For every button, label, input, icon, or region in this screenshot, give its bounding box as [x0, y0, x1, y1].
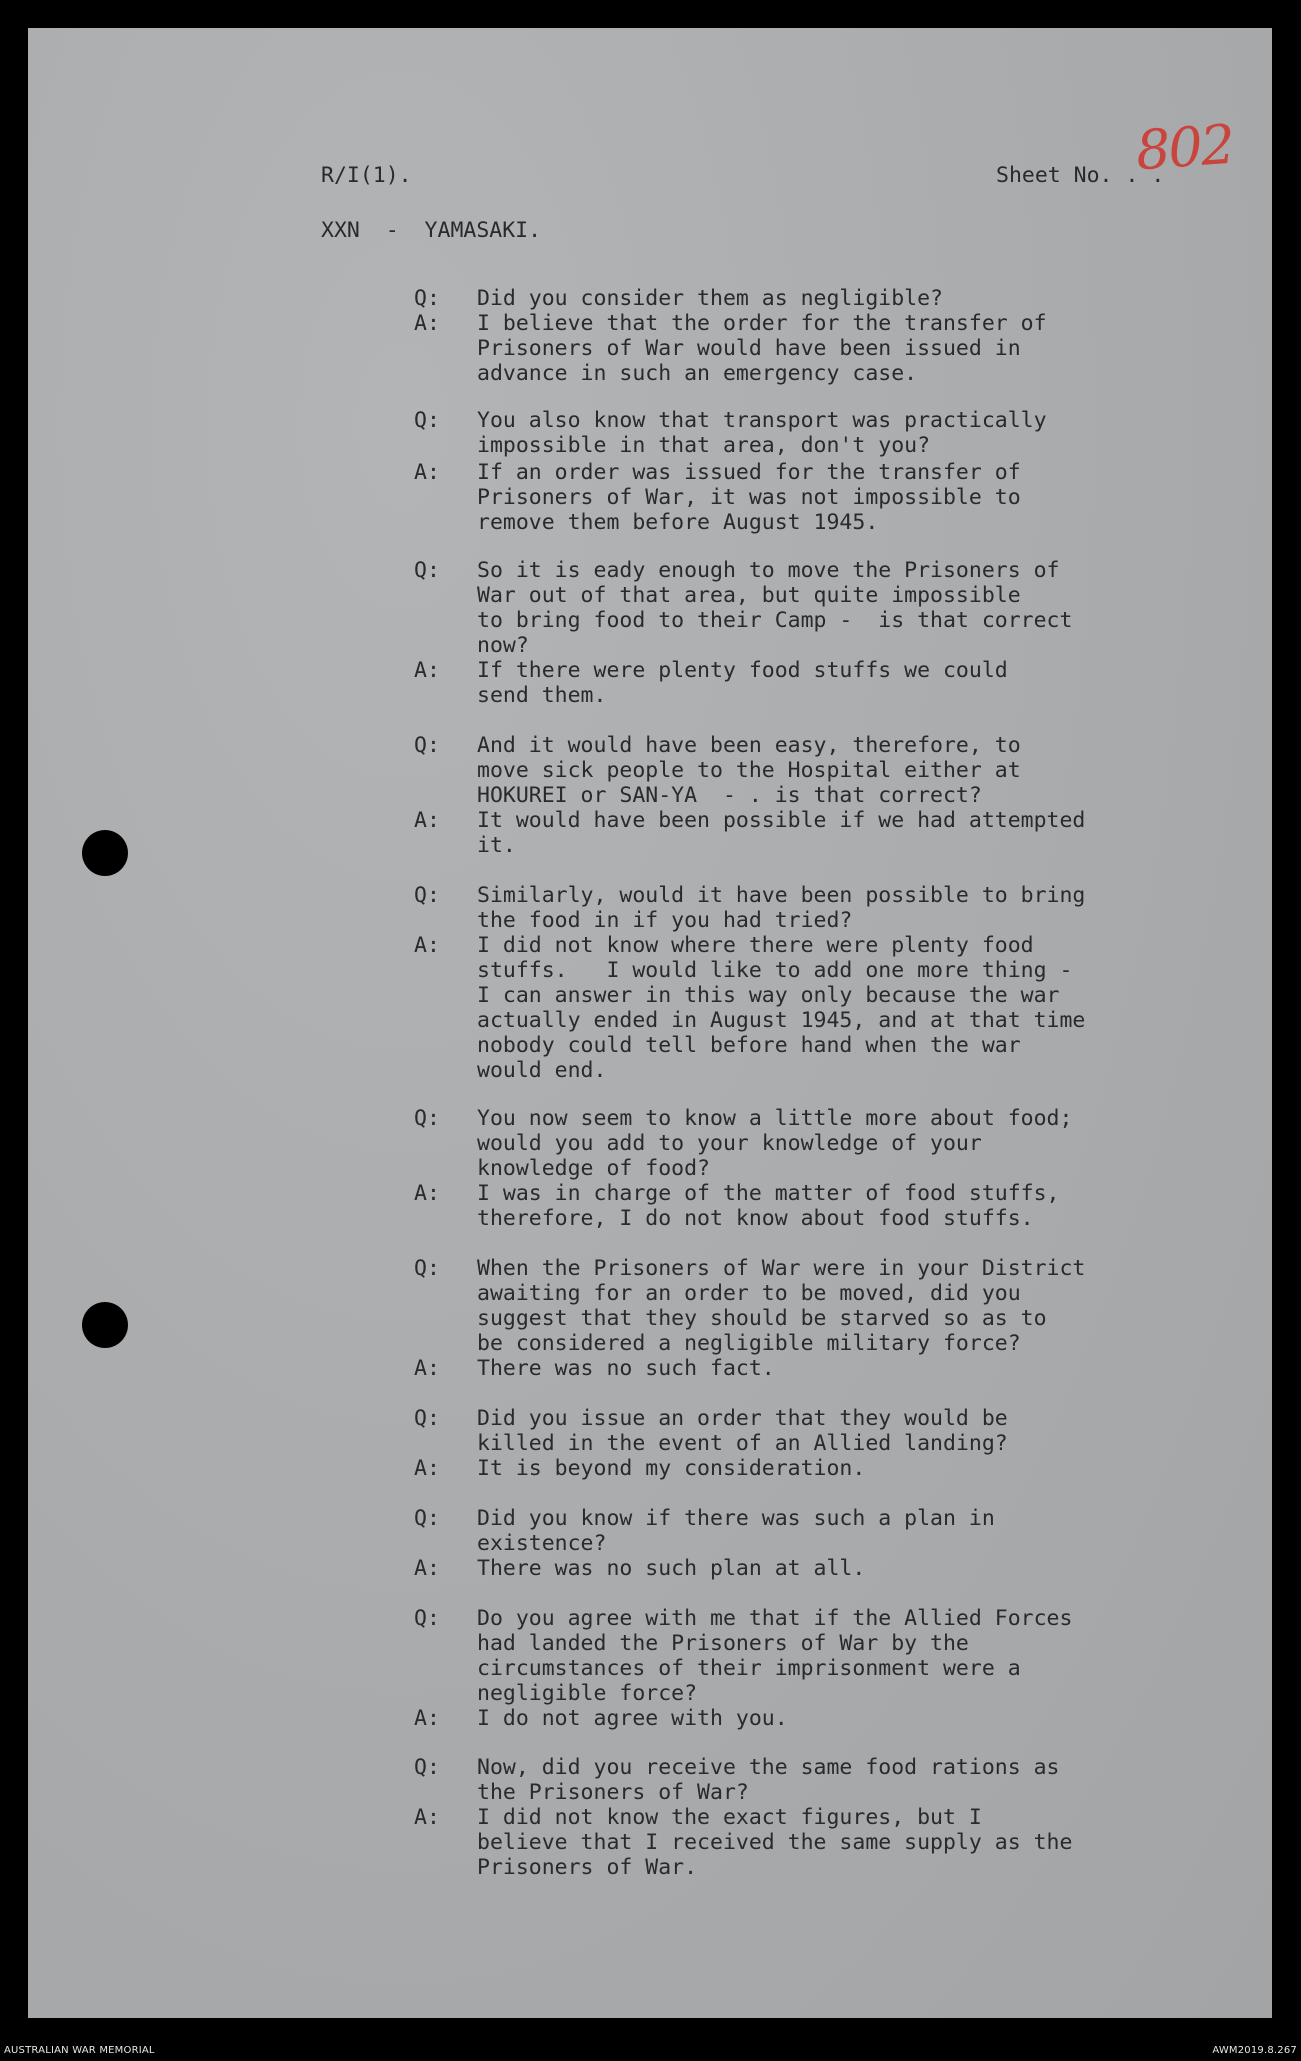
qa-line: the food in if you had tried? — [477, 908, 853, 933]
qa-line: I do not agree with you. — [477, 1706, 788, 1731]
qa-line: Did you consider them as negligible? — [477, 286, 943, 311]
qa-line: negligible force? — [477, 1681, 698, 1706]
qa-line: be considered a negligible military force? — [477, 1331, 1021, 1356]
qa-line: There was no such plan at all. — [477, 1556, 866, 1581]
qa-line: send them. — [477, 683, 607, 708]
qa-label: A: — [414, 1456, 440, 1481]
qa-line: therefore, I do not know about food stuffs. — [477, 1206, 1034, 1231]
sheet-number-label: Sheet No. . . — [996, 163, 1165, 188]
qa-label: A: — [414, 1706, 440, 1731]
qa-label: Q: — [414, 1606, 440, 1631]
qa-line: remove them before August 1945. — [477, 510, 879, 535]
qa-line: Prisoners of War would have been issued in — [477, 336, 1021, 361]
qa-line: it. — [477, 833, 516, 858]
qa-line: believe that I received the same supply as the — [477, 1830, 1073, 1855]
qa-line: Do you agree with me that if the Allied Forces — [477, 1606, 1073, 1631]
qa-label: A: — [414, 1356, 440, 1381]
qa-label: A: — [414, 933, 440, 958]
qa-line: I did not know the exact figures, but I — [477, 1805, 982, 1830]
document-sheet — [28, 28, 1272, 2018]
qa-line: I did not know where there were plenty food — [477, 933, 1034, 958]
qa-line: If an order was issued for the transfer of — [477, 460, 1021, 485]
qa-label: Q: — [414, 286, 440, 311]
qa-line: Now, did you receive the same food rations as — [477, 1755, 1060, 1780]
qa-line: HOKUREI or SAN-YA - . is that correct? — [477, 783, 982, 808]
qa-label: Q: — [414, 1406, 440, 1431]
qa-line: Prisoners of War, it was not impossible to — [477, 485, 1021, 510]
qa-line: I believe that the order for the transfer of — [477, 311, 1047, 336]
qa-label: Q: — [414, 1256, 440, 1281]
qa-line: circumstances of their imprisonment were a — [477, 1656, 1021, 1681]
qa-label: A: — [414, 808, 440, 833]
qa-line: And it would have been easy, therefore, to — [477, 733, 1021, 758]
qa-line: When the Prisoners of War were in your District — [477, 1256, 1086, 1281]
footer-institution: AUSTRALIAN WAR MEMORIAL — [4, 2045, 155, 2056]
qa-line: now? — [477, 633, 529, 658]
qa-line: move sick people to the Hospital either at — [477, 758, 1021, 783]
qa-line: knowledge of food? — [477, 1156, 710, 1181]
qa-line: It would have been possible if we had attempted — [477, 808, 1086, 833]
qa-line: to bring food to their Camp - is that correct — [477, 608, 1073, 633]
punch-hole — [82, 1302, 128, 1348]
qa-label: A: — [414, 1805, 440, 1830]
archive-footer — [0, 2043, 1301, 2061]
qa-line: stuffs. I would like to add one more thing - — [477, 958, 1073, 983]
qa-line: would you add to your knowledge of your — [477, 1131, 982, 1156]
qa-line: I can answer in this way only because the war — [477, 983, 1060, 1008]
qa-line: suggest that they should be starved so as to — [477, 1306, 1047, 1331]
qa-line: Did you know if there was such a plan in — [477, 1506, 995, 1531]
qa-line: You now seem to know a little more about food; — [477, 1106, 1073, 1131]
qa-line: So it is eady enough to move the Prisoners of — [477, 558, 1060, 583]
qa-line: actually ended in August 1945, and at that time — [477, 1008, 1086, 1033]
qa-label: A: — [414, 658, 440, 683]
qa-line: I was in charge of the matter of food stuffs, — [477, 1181, 1060, 1206]
document-reference: R/I(1). — [321, 163, 412, 188]
qa-label: A: — [414, 1181, 440, 1206]
punch-hole — [82, 830, 128, 876]
qa-line: It is beyond my consideration. — [477, 1456, 866, 1481]
handwritten-sheet-number: 802 — [1133, 112, 1236, 183]
qa-label: A: — [414, 311, 440, 336]
qa-line: Similarly, would it have been possible to bring — [477, 883, 1086, 908]
qa-line: existence? — [477, 1531, 607, 1556]
qa-label: Q: — [414, 733, 440, 758]
qa-line: killed in the event of an Allied landing? — [477, 1431, 1008, 1456]
qa-line: nobody could tell before hand when the war — [477, 1033, 1021, 1058]
qa-line: would end. — [477, 1058, 607, 1083]
qa-line: Did you issue an order that they would be — [477, 1406, 1008, 1431]
qa-line: the Prisoners of War? — [477, 1780, 749, 1805]
qa-label: Q: — [414, 1106, 440, 1131]
qa-line: awaiting for an order to be moved, did you — [477, 1281, 1021, 1306]
qa-label: A: — [414, 1556, 440, 1581]
qa-line: Prisoners of War. — [477, 1855, 698, 1880]
qa-label: A: — [414, 460, 440, 485]
witness-heading: XXN - YAMASAKI. — [321, 218, 542, 243]
qa-label: Q: — [414, 558, 440, 583]
qa-line: War out of that area, but quite impossible — [477, 583, 1021, 608]
footer-accession-number: AWM2019.8.267 — [1212, 2045, 1297, 2056]
qa-line: advance in such an emergency case. — [477, 361, 918, 386]
qa-label: Q: — [414, 1755, 440, 1780]
qa-line: If there were plenty food stuffs we could — [477, 658, 1008, 683]
qa-label: Q: — [414, 883, 440, 908]
qa-label: Q: — [414, 1506, 440, 1531]
qa-line: There was no such fact. — [477, 1356, 775, 1381]
qa-line: had landed the Prisoners of War by the — [477, 1631, 969, 1656]
qa-line: impossible in that area, don't you? — [477, 433, 931, 458]
qa-label: Q: — [414, 408, 440, 433]
qa-line: You also know that transport was practically — [477, 408, 1047, 433]
